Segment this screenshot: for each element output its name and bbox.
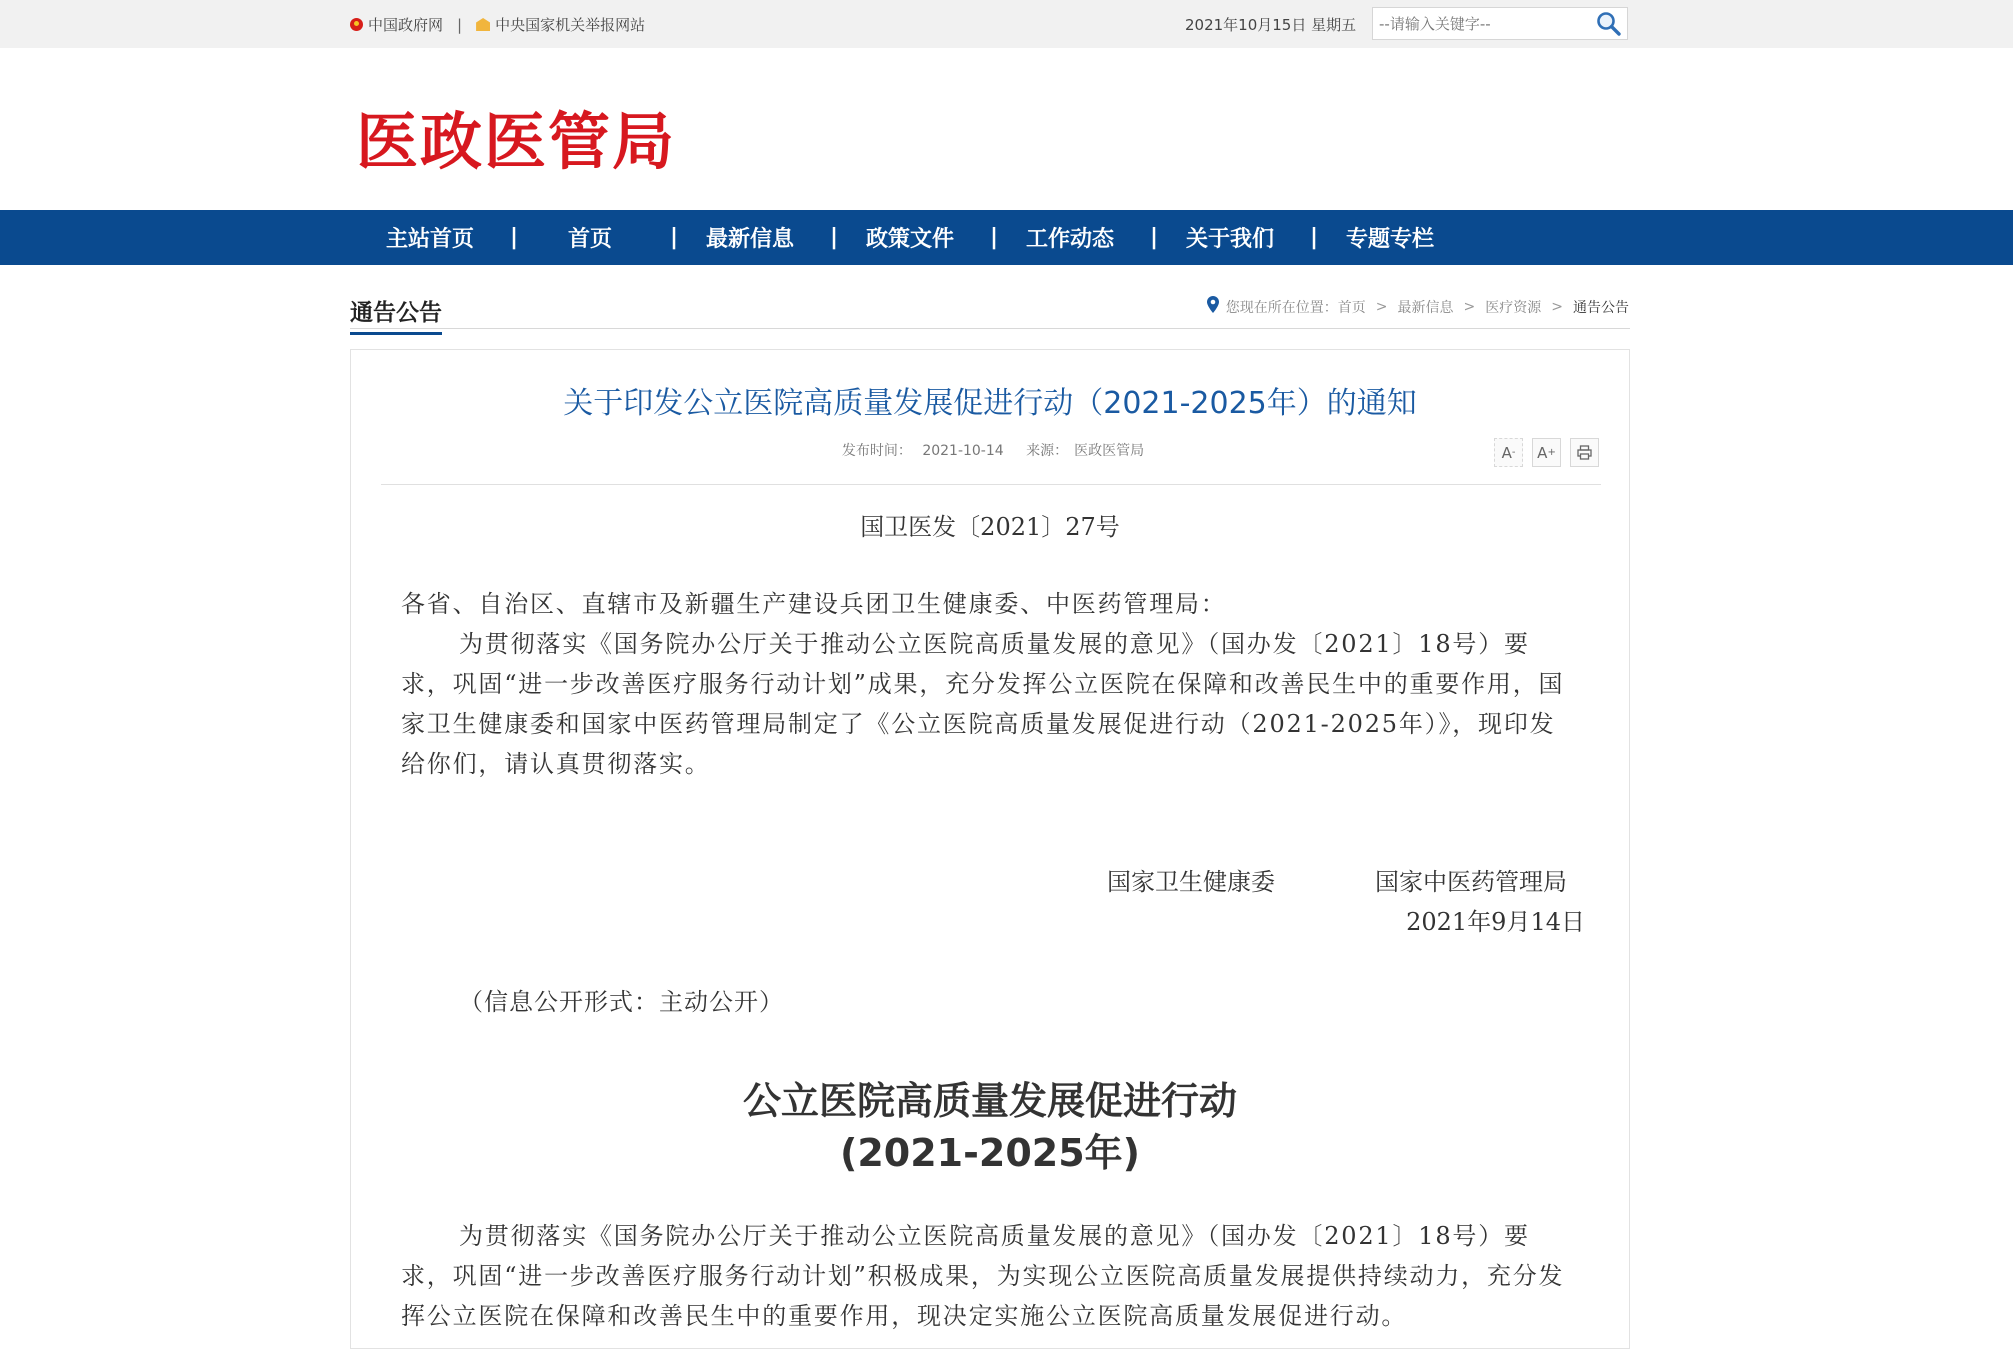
report-house-icon: [476, 18, 490, 31]
gov-portal-link-label: 中国政府网: [368, 16, 444, 34]
breadcrumb: [1207, 296, 1629, 317]
nav-item-home[interactable]: 首页: [567, 227, 612, 252]
disclosure-note: （信息公开形式：主动公开）: [459, 988, 784, 1016]
document-heading-years: (2021-2025年): [839, 1131, 1141, 1175]
breadcrumb-item-current: 通告公告: [1573, 299, 1629, 316]
font-increase-icon[interactable]: A +: [1532, 438, 1561, 467]
article-container: [350, 349, 1630, 1349]
addressee: 各省、自治区、直辖市及新疆生产建设兵团卫生健康委、中医药管理局：: [401, 590, 1227, 618]
breadcrumb-separator: >: [1375, 298, 1388, 315]
location-pin-icon: [1207, 296, 1219, 317]
article-title: 关于印发公立医院高质量发展促进行动（2021-2025年）的通知: [563, 386, 1417, 421]
article-paragraph: 为贯彻落实《国务院办公厅关于推动公立医院高质量发展的意见》（国办发〔2021〕18号）要求，巩固“进一步改善医疗服务行动计划”积极成果，为实现公立医院高质量发展提供持续动力，充分发挥公立医院在保障和改善民生中的重要作用，现决定实施公立医院高质量发展促进行动。: [401, 1222, 1565, 1330]
article-header-divider: [381, 484, 1601, 485]
breadcrumb-item-latest-info[interactable]: 最新信息: [1397, 299, 1454, 316]
breadcrumb-prefix: 您现在所在位置：: [1225, 299, 1338, 316]
breadcrumb-separator: >: [1551, 298, 1563, 315]
document-heading: 公立医院高质量发展促进行动: [742, 1079, 1237, 1123]
search-icon[interactable]: [1595, 10, 1623, 38]
report-site-link-label: 中央国家机关举报网站: [495, 16, 646, 34]
article-tools: [1485, 438, 1599, 467]
nav-item-latest-info[interactable]: 最新信息: [705, 227, 794, 252]
main-nav: 主站首页 | 首页 | 最新信息 | 政策文件 | 工作动态 | 关于我们 | 专题专栏: [0, 210, 2013, 265]
signer-natcm: 国家中医药管理局: [1375, 868, 1567, 896]
publish-label: 发布时间：: [841, 443, 912, 459]
source-label: 来源：: [1026, 443, 1069, 459]
print-icon[interactable]: [1570, 438, 1599, 467]
nav-item-main-home[interactable]: 主站首页: [385, 227, 474, 252]
site-logo[interactable]: 医政医管局: [356, 105, 677, 178]
signer-nhc: 国家卫生健康委: [1107, 868, 1275, 896]
document-number: 国卫医发〔2021〕27号: [860, 513, 1120, 541]
search-input[interactable]: [1379, 13, 1579, 35]
top-links-separator: |: [457, 15, 463, 34]
article-paragraph: 为贯彻落实《国务院办公厅关于推动公立医院高质量发展的意见》（国办发〔2021〕18号）要求，巩固“进一步改善医疗服务行动计划”成果，充分发挥公立医院在保障和改善民生中的重要作用，国家卫生健康委和国家中医药管理局制定了《公立医院高质量发展促进行动（2021-2025年）》，现印发给你们，请认真贯彻落实。: [401, 630, 1565, 778]
breadcrumb-item-home[interactable]: 首页: [1337, 299, 1366, 316]
nav-item-policy-docs[interactable]: 政策文件: [865, 227, 954, 252]
nav-item-work-news[interactable]: 工作动态: [1025, 227, 1114, 252]
nav-item-special-topics[interactable]: 专题专栏: [1345, 227, 1434, 252]
sign-date: 2021年9月14日: [1406, 908, 1585, 936]
breadcrumb-item-medical-resources[interactable]: 医疗资源: [1485, 299, 1542, 316]
top-links: [350, 14, 645, 35]
article-meta: [351, 440, 1629, 460]
section-title: 通告公告: [350, 294, 442, 335]
source-value: 医政医管局: [1074, 443, 1145, 459]
top-utility-bar: [0, 0, 2013, 48]
gov-portal-link[interactable]: [350, 14, 443, 35]
national-emblem-icon: [350, 18, 363, 31]
search-box: [1372, 7, 1628, 40]
nav-item-about-us[interactable]: 关于我们: [1185, 227, 1274, 252]
font-decrease-icon[interactable]: A -: [1494, 438, 1523, 467]
breadcrumb-separator: >: [1463, 298, 1476, 315]
section-divider: [350, 328, 1630, 329]
report-site-link[interactable]: [476, 14, 645, 35]
publish-date: 2021-10-14: [922, 443, 1004, 459]
current-date: 2021年10月15日 星期五: [1185, 16, 1357, 34]
